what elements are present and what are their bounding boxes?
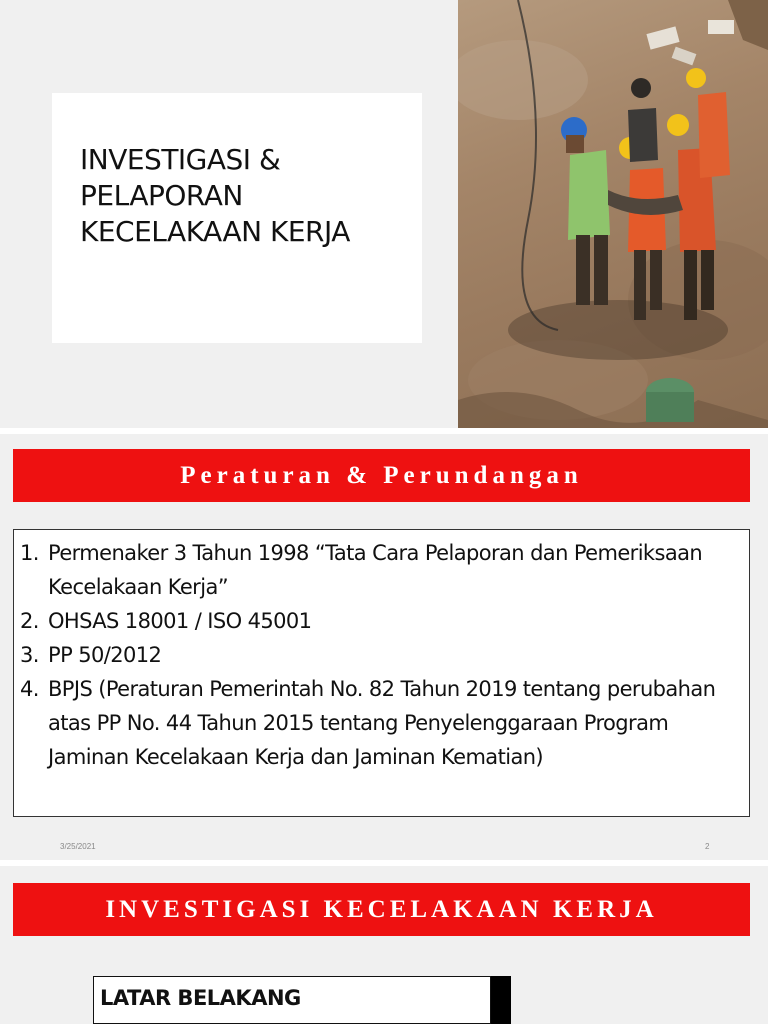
regulation-item: [20, 672, 749, 774]
regulation-item: [20, 536, 749, 604]
title-slide: [0, 0, 768, 428]
rescue-workers-photo: [458, 0, 768, 428]
slide-page-number: 2: [705, 842, 710, 851]
regulation-text: BPJS (Peraturan Pemerintah No. 82 Tahun 2019 tentang perubahan atas PP No. 44 Tahun 2015 tentang Penyelenggaraan Program Jaminan Kecelakaan Kerja dan Jaminan Kematian): [48, 677, 716, 769]
investigation-banner: [13, 883, 750, 936]
regulations-list: [20, 536, 749, 774]
regulation-number: 4.: [20, 677, 39, 701]
slide-footer-date: 3/25/2021: [60, 842, 96, 851]
regulation-number: 3.: [20, 643, 39, 667]
title-line-3: KECELAKAAN KERJA: [80, 215, 350, 248]
regulation-number: 2.: [20, 609, 39, 633]
regulations-banner: [13, 449, 750, 502]
title-line-1: INVESTIGASI &: [80, 143, 281, 176]
regulations-slide: [0, 434, 768, 860]
background-box: [93, 976, 491, 1024]
regulation-number: 1.: [20, 541, 39, 565]
regulation-text: OHSAS 18001 / ISO 45001: [48, 609, 312, 633]
slide-title: [80, 142, 350, 250]
regulations-banner-text: Peraturan & Perundangan: [180, 461, 583, 489]
regulations-list-box: [13, 529, 750, 817]
regulation-text: PP 50/2012: [48, 643, 162, 667]
regulation-text: Permenaker 3 Tahun 1998 “Tata Cara Pelaporan dan Pemeriksaan Kecelakaan Kerja”: [48, 541, 703, 599]
title-line-2: PELAPORAN: [80, 179, 243, 212]
regulation-item: [20, 604, 749, 638]
flow-arrow-icon: [491, 976, 511, 1024]
regulation-item: [20, 638, 749, 672]
investigation-slide: [0, 866, 768, 1024]
background-box-label: LATAR BELAKANG: [100, 986, 301, 1010]
investigation-banner-text: INVESTIGASI KECELAKAAN KERJA: [105, 895, 658, 923]
photo-illustration: [458, 0, 768, 428]
